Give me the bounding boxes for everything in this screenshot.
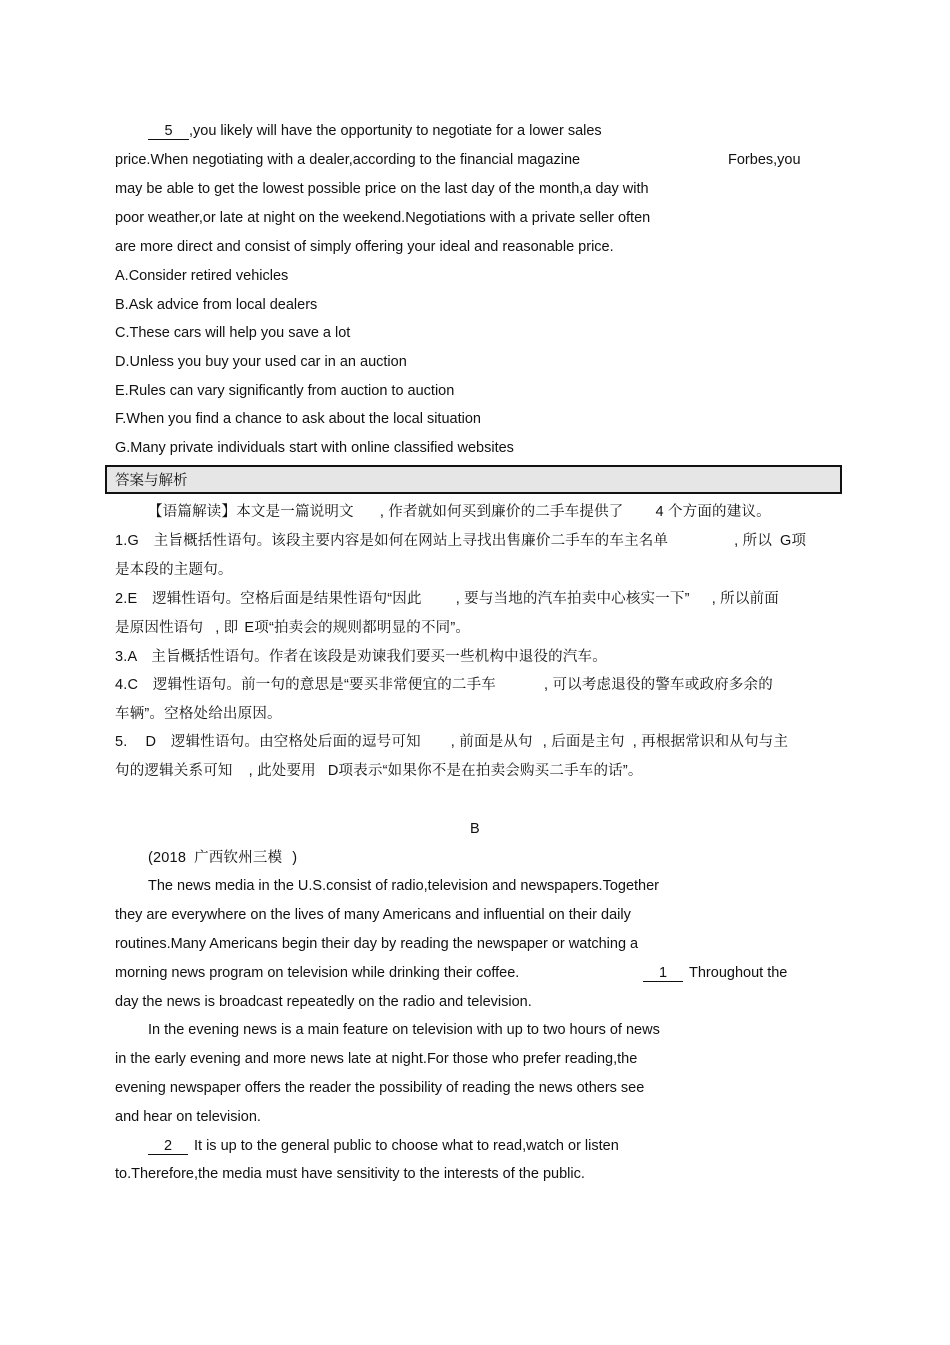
answer-analysis-header [105,465,842,494]
paragraph-line: they are everywhere on the lives of many Americans and influential on their daily [115,907,631,923]
magazine-name: Forbes,you [728,152,801,168]
paragraph-line: day the news is broadcast repeatedly on the radio and television. [115,994,532,1010]
analysis-item-4-cont: 车辆”。空格处给出原因。 [115,706,282,722]
option-c: C.These cars will help you save a lot [115,325,351,341]
paragraph-line: and hear on television. [115,1109,261,1125]
option-e: E.Rules can vary significantly from auction to auction [115,383,455,399]
paragraph-line: poor weather,or late at night on the weekend.Negotiations with a private seller often [115,210,651,226]
analysis-item-5: 5. D 逻辑性语句。由空格处后面的逗号可知 , 前面是从句 , 后面是主句 , 再根据常识和从句与主 [115,734,789,750]
answer-analysis-title: 答案与解析 [115,473,188,489]
analysis-item-2: 2.E 逻辑性语句。空格后面是结果性语句“因此 , 要与当地的汽车拍卖中心核实一下” , 所以前面 [115,591,779,607]
option-b: B.Ask advice from local dealers [115,297,318,313]
paragraph-line: price.When negotiating with a dealer,according to the financial magazine [115,152,581,168]
paragraph-line: routines.Many Americans begin their day by reading the newspaper or watching a [115,936,639,952]
source-note: (2018 广西钦州三模 ) [148,850,298,866]
option-d: D.Unless you buy your used car in an auction [115,354,407,370]
paragraph-line: In the evening news is a main feature on television with up to two hours of news [148,1022,660,1038]
analysis-item-5-cont: 句的逻辑关系可知 , 此处要用 D项表示“如果你不是在拍卖会购买二手车的话”。 [115,763,643,779]
paragraph-line: evening newspaper offers the reader the possibility of reading the news others see [115,1080,645,1096]
answer-blank-1[interactable]: 1 [643,966,683,982]
paragraph-line: morning news program on television while drinking their coffee. [115,965,520,981]
answer-blank-5[interactable]: 5 [148,124,189,140]
paragraph-line: are more direct and consist of simply offering your ideal and reasonable price. [115,239,614,255]
analysis-item-2-cont: 是原因性语句 , 即 E项“拍卖会的规则都明显的不同”。 [115,620,471,636]
analysis-item-1-cont: 是本段的主题句。 [115,562,233,578]
analysis-item-3: 3.A 主旨概括性语句。作者在该段是劝谏我们要买一些机构中退役的汽车。 [115,649,607,665]
option-a: A.Consider retired vehicles [115,268,289,284]
option-f: F.When you find a chance to ask about the local situation [115,411,481,427]
analysis-item-4: 4.C 逻辑性语句。前一句的意思是“要买非常便宜的二手车 , 可以考虑退役的警车或政府多余的 [115,677,773,693]
paragraph-line: in the early evening and more news late at night.For those who prefer reading,the [115,1051,638,1067]
answer-blank-2[interactable]: 2 [148,1139,188,1155]
paragraph-line: 1 Throughout the [643,964,787,982]
paragraph-line: 2 It is up to the general public to choose what to read,watch or listen [148,1137,619,1155]
paragraph-line: may be able to get the lowest possible price on the last day of the month,a day with [115,181,649,197]
paragraph-line: to.Therefore,the media must have sensitivity to the interests of the public. [115,1166,585,1182]
paragraph-line: 5 ,you likely will have the opportunity to negotiate for a lower sales [148,122,602,140]
option-g: G.Many private individuals start with online classified websites [115,440,514,456]
section-heading: B [470,821,480,837]
analysis-item-1: 1.G 主旨概括性语句。该段主要内容是如何在网站上寻找出售廉价二手车的车主名单 , 所以 G项 [115,533,807,549]
analysis-intro: 【语篇解读】本文是一篇说明文 , 作者就如何买到廉价的二手车提供了 4 个方面的建议。 [148,504,771,520]
paragraph-line: The news media in the U.S.consist of radio,television and newspapers.Together [148,878,660,894]
